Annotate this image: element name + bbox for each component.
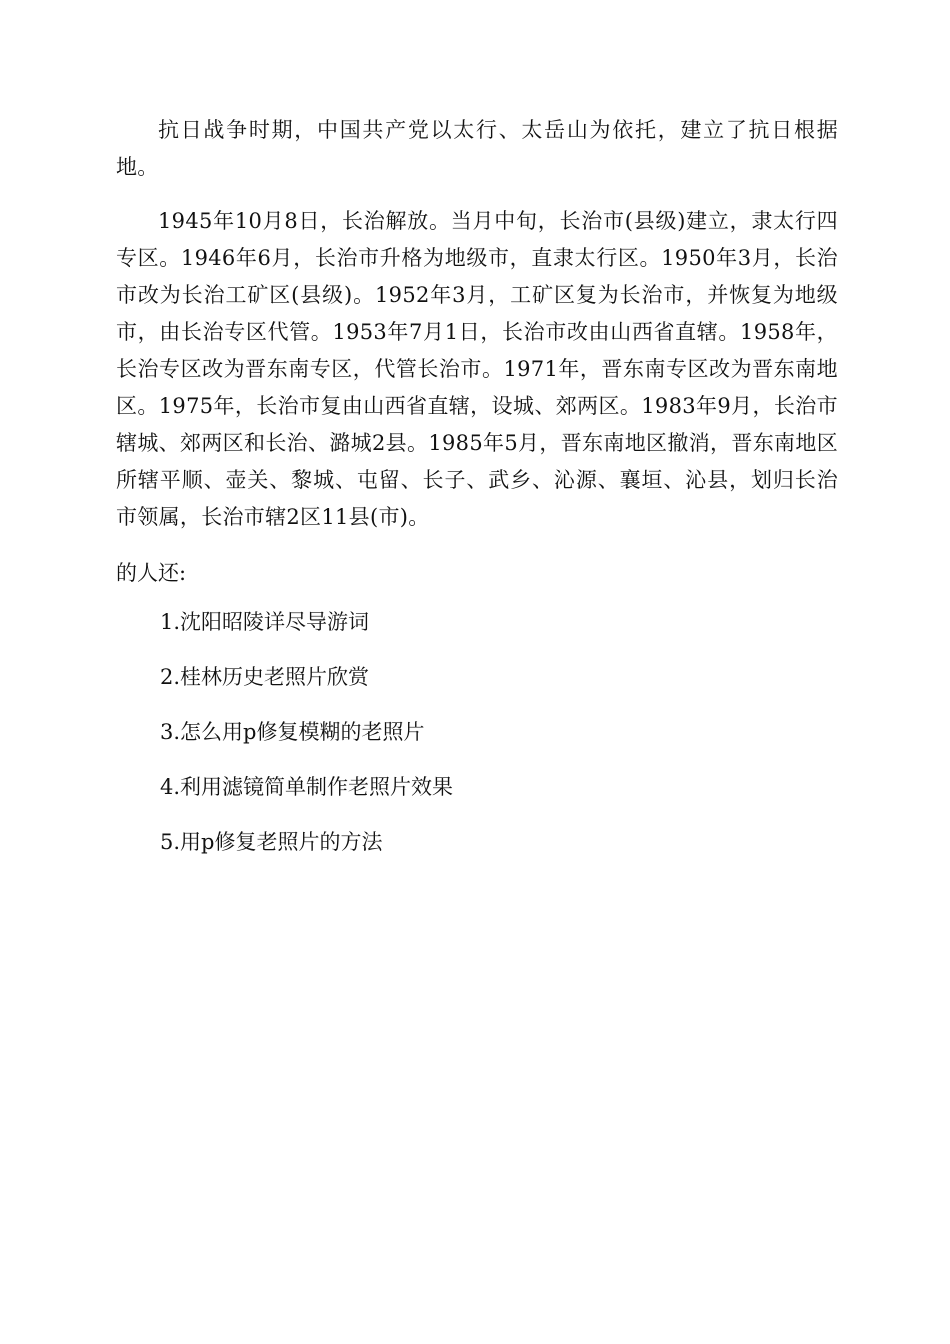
related-link-3[interactable]: 3.怎么用p修复模糊的老照片 <box>160 720 425 744</box>
document-page <box>116 112 838 879</box>
related-list <box>116 604 838 861</box>
related-heading: 的人还: <box>116 561 187 585</box>
paragraph-changzhi-history: 1945年10月8日，长治解放。当月中旬，长治市(县级)建立，隶太行四专区。1946年6月，长治市升格为地级市，直隶太行区。1950年3月，长治市改为长治工矿区(县级)。1952年3月，工矿区复为长治市，并恢复为地级市，由长治专区代管。1953年7月1日，长治市改由山西省直辖。1958年，长治专区改为晋东南专区，代管长治市。1971年，晋东南专区改为晋东南地区。1975年，长治市复由山西省直辖，设城、郊两区。1983年9月，长治市辖城、郊两区和长治、潞城2县。1985年5月，晋东南地区撤消，晋东南地区所辖平顺、壶关、黎城、屯留、长子、武乡、沁源、襄垣、沁县，划归长治市领属，长治市辖2区11县(市)。 <box>116 209 838 529</box>
related-link-1[interactable]: 1.沈阳昭陵详尽导游词 <box>160 610 370 634</box>
paragraph-anti-japanese-base: 抗日战争时期，中国共产党以太行、太岳山为依托，建立了抗日根据地。 <box>116 118 838 179</box>
related-link-2[interactable]: 2.桂林历史老照片欣赏 <box>160 665 370 689</box>
related-link-4[interactable]: 4.利用滤镜简单制作老照片效果 <box>160 775 454 799</box>
related-link-5[interactable]: 5.用p修复老照片的方法 <box>160 830 383 854</box>
